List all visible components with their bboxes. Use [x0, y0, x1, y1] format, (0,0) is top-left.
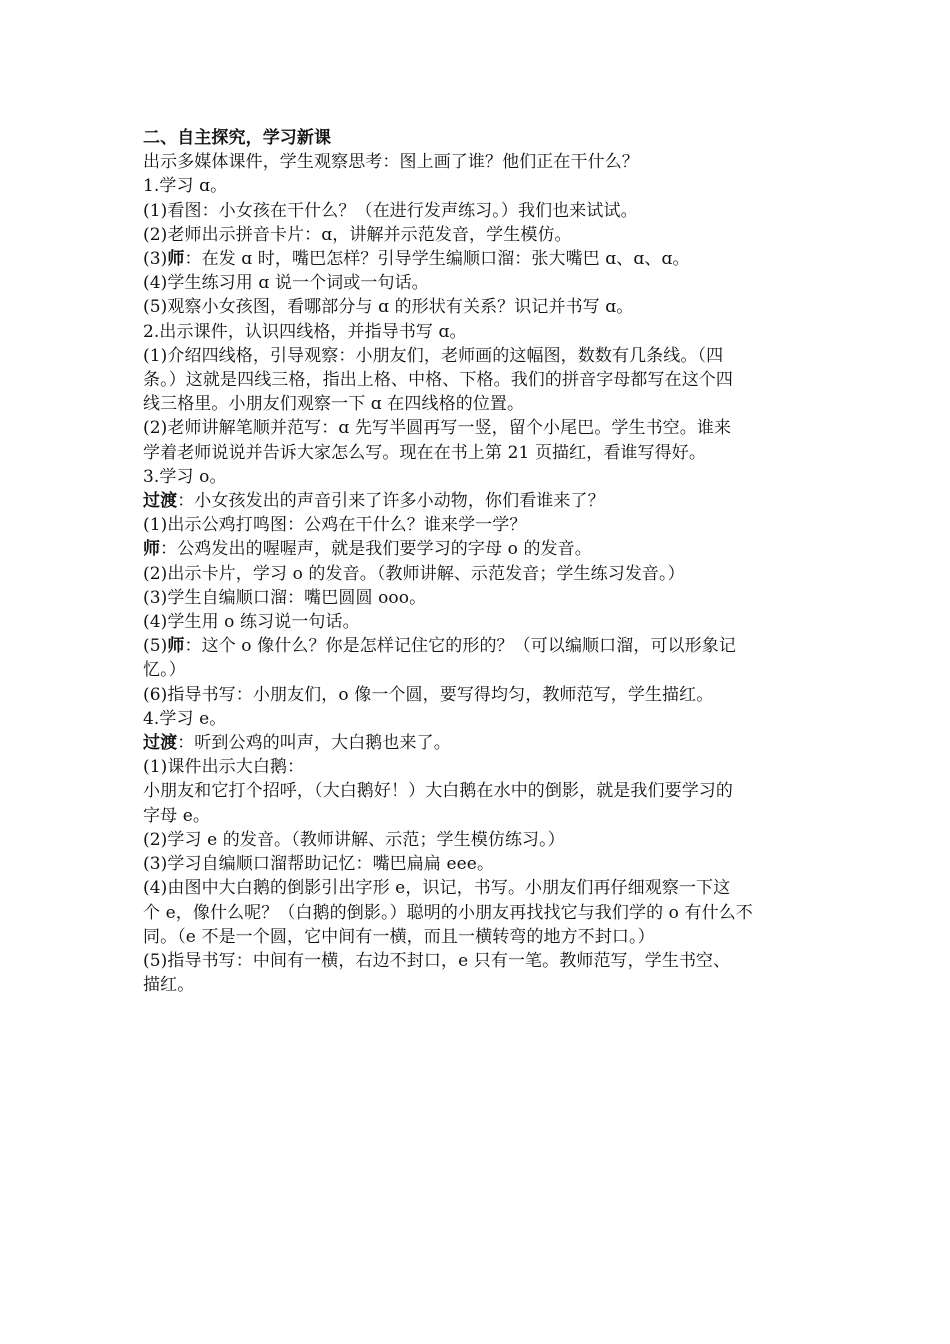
text-line: [143, 199, 815, 223]
text-line: [143, 320, 815, 344]
text-line: [143, 271, 815, 295]
line-text: (3)学习自编顺口溜帮助记忆：嘴巴扁扁 eee。: [143, 854, 495, 875]
line-text: (4)由图中大白鹅的倒影引出字形 e，识记，书写。小朋友们再仔细观察一下这: [143, 878, 731, 899]
line-text: 1.学习 ɑ。: [143, 176, 228, 197]
line-text: (5)观察小女孩图，看哪部分与 ɑ 的形状有关系？识记并书写 ɑ。: [143, 297, 634, 318]
text-line: [143, 707, 815, 731]
text-line: [143, 755, 815, 779]
text-line: [143, 658, 815, 682]
text-line: [143, 489, 815, 513]
text-line: [143, 876, 815, 900]
text-line: [143, 949, 815, 973]
text-line: [143, 537, 815, 561]
line-text: ：小女孩发出的声音引来了许多小动物，你们看谁来了？: [177, 491, 605, 512]
text-line: [143, 368, 815, 392]
line-text: (3)学生自编顺口溜：嘴巴圆圆 ooo。: [143, 587, 427, 608]
text-line: [143, 804, 815, 828]
speaker-label: 过渡: [143, 491, 178, 512]
line-text: 学着老师说说并告诉大家怎么写。现在在书上第 21 页描红，看谁写得好。: [143, 442, 706, 463]
text-line: [143, 392, 815, 416]
line-text: 2.出示课件，认识四线格，并指导书写 ɑ。: [143, 321, 467, 342]
line-text: (5)指导书写：中间有一横，右边不封口，e 只有一笔。教师范写，学生书空、: [143, 950, 731, 971]
line-text: ：在发 ɑ 时，嘴巴怎样？引导学生编顺口溜：张大嘴巴 ɑ、ɑ、ɑ。: [184, 249, 690, 270]
text-line: [143, 150, 815, 174]
text-line: [143, 465, 815, 489]
speaker-label: 师: [167, 636, 185, 657]
line-prefix: (3): [143, 249, 168, 270]
line-text: (4)学生练习用 ɑ 说一个词或一句话。: [143, 273, 429, 294]
line-text: 条。）这就是四线三格，指出上格、中格、下格。我们的拼音字母都写在这个四: [143, 370, 733, 391]
text-line: [143, 416, 815, 440]
speaker-label: 过渡: [143, 733, 178, 754]
text-line: [143, 441, 815, 465]
line-text: (2)老师讲解笔顺并范写：ɑ 先写半圆再写一竖，留个小尾巴。学生书空。谁来: [143, 418, 732, 439]
line-text: (1)课件出示大白鹅：: [143, 757, 305, 778]
text-line: [143, 344, 815, 368]
document-body: [143, 126, 815, 997]
text-line: [143, 779, 815, 803]
line-text: 描红。: [143, 975, 195, 996]
line-text: 3.学习 o。: [143, 466, 227, 487]
text-line: [143, 683, 815, 707]
text-line: [143, 295, 815, 319]
text-line: [143, 901, 815, 925]
text-line: [143, 174, 815, 198]
line-prefix: (5): [143, 636, 168, 657]
line-text: 同。（e 不是一个圆，它中间有一横，而且一横转弯的地方不封口。）: [143, 926, 655, 947]
line-text: (6)指导书写：小朋友们，o 像一个圆，要写得均匀，教师范写，学生描红。: [143, 684, 714, 705]
line-text: 小朋友和它打个招呼，（大白鹅好！）大白鹅在水中的倒影，就是我们要学习的: [143, 781, 733, 802]
section-heading: [143, 126, 815, 150]
text-line: [143, 925, 815, 949]
speaker-label: 师: [167, 249, 185, 270]
text-line: [143, 610, 815, 634]
line-text: (1)看图：小女孩在干什么？（在进行发声练习。）我们也来试试。: [143, 200, 638, 221]
line-text: (1)介绍四线格，引导观察：小朋友们，老师画的这幅图，数数有几条线。（四: [143, 345, 724, 366]
text-line: [143, 973, 815, 997]
speaker-label: 师: [143, 539, 161, 560]
line-text: (4)学生用 o 练习说一句话。: [143, 612, 360, 633]
line-text: 个 e，像什么呢？（白鹅的倒影。）聪明的小朋友再找找它与我们学的 o 有什么不: [143, 902, 753, 923]
text-line: [143, 586, 815, 610]
line-text: 忆。）: [143, 660, 186, 681]
text-line: [143, 223, 815, 247]
line-text: ：公鸡发出的喔喔声，就是我们要学习的字母 o 的发音。: [160, 539, 592, 560]
text-line: [143, 562, 815, 586]
line-text: 二、自主探究，学习新课: [143, 128, 332, 148]
line-text: (2)学习 e 的发音。（教师讲解、示范；学生模仿练习。）: [143, 829, 565, 850]
text-line: [143, 247, 815, 271]
line-text: ：这个 o 像什么？你是怎样记住它的形的？（可以编顺口溜，可以形象记: [184, 636, 736, 657]
line-text: (1)出示公鸡打鸣图：公鸡在干什么？谁来学一学？: [143, 515, 527, 536]
line-text: 线三格里。小朋友们观察一下 ɑ 在四线格的位置。: [143, 394, 525, 415]
line-text: 字母 e。: [143, 805, 210, 826]
text-line: [143, 513, 815, 537]
line-text: (2)老师出示拼音卡片：ɑ，讲解并示范发音，学生模仿。: [143, 224, 572, 245]
line-text: (2)出示卡片，学习 o 的发音。（教师讲解、示范发音；学生练习发音。）: [143, 563, 685, 584]
line-text: ：听到公鸡的叫声，大白鹅也来了。: [177, 733, 451, 754]
text-line: [143, 634, 815, 658]
text-line: [143, 731, 815, 755]
text-line: [143, 852, 815, 876]
line-text: 出示多媒体课件，学生观察思考：图上画了谁？他们正在干什么？: [143, 152, 639, 173]
text-line: [143, 828, 815, 852]
line-text: 4.学习 e。: [143, 708, 227, 729]
